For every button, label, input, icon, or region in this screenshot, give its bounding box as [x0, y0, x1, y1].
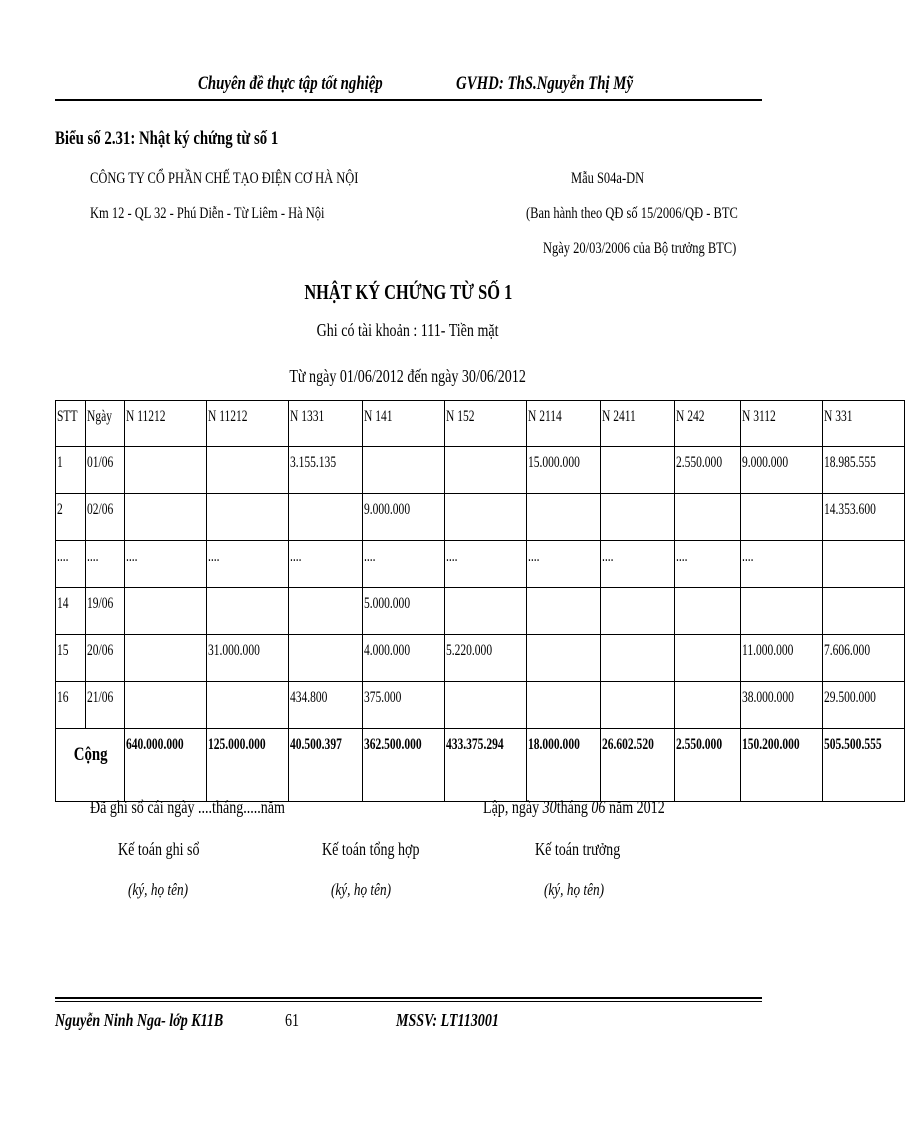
table-cell: .... — [206, 541, 288, 588]
table-cell: 2 — [56, 494, 86, 541]
table-cell — [674, 588, 740, 635]
table-header-row — [56, 401, 905, 447]
table-cell — [674, 682, 740, 729]
footer-rule — [55, 997, 762, 999]
table-cell — [206, 682, 288, 729]
header-cell: N 1331 — [288, 401, 362, 447]
table-cell: 15.000.000 — [526, 447, 600, 494]
table-cell — [444, 588, 526, 635]
page-number: 61 — [285, 1010, 300, 1030]
table-cell: 1 — [56, 447, 86, 494]
table-cell: 9.000.000 — [740, 447, 822, 494]
table-cell — [526, 588, 600, 635]
sign-note-chief-accountant: (ký, họ tên) — [544, 880, 605, 899]
table-cell: 15 — [56, 635, 86, 682]
total-cell: 26.602.520 — [600, 729, 674, 802]
header-cell: STT — [56, 401, 86, 447]
table-row — [56, 635, 905, 682]
table-cell: 11.000.000 — [740, 635, 822, 682]
header-cell: N 11212 — [206, 401, 288, 447]
form-decision: (Ban hành theo QĐ số 15/2006/QĐ - BTC — [526, 205, 738, 222]
table-cell: .... — [674, 541, 740, 588]
company-name: CÔNG TY CỔ PHẦN CHẾ TẠO ĐIỆN CƠ HÀ NỘI — [90, 170, 359, 187]
total-cell: 433.375.294 — [444, 729, 526, 802]
table-cell — [600, 682, 674, 729]
footer-rule-thin — [55, 1001, 762, 1002]
table-cell — [444, 447, 526, 494]
table-cell — [526, 494, 600, 541]
table-cell: 2.550.000 — [674, 447, 740, 494]
form-code: Mẫu S04a-DN — [571, 170, 645, 187]
table-cell: 21/06 — [86, 682, 124, 729]
table-cell: 5.000.000 — [362, 588, 444, 635]
header-cell: N 2411 — [600, 401, 674, 447]
table-cell — [444, 682, 526, 729]
table-cell — [124, 682, 206, 729]
form-title: Biểu số 2.31: Nhật ký chứng từ số 1 — [55, 128, 279, 149]
footer-student-id: MSSV: LT113001 — [396, 1010, 499, 1030]
header-cell: N 2114 — [526, 401, 600, 447]
total-cell: 640.000.000 — [124, 729, 206, 802]
total-cell: 362.500.000 — [362, 729, 444, 802]
table-cell — [822, 588, 904, 635]
table-cell: .... — [600, 541, 674, 588]
role-general-accountant: Kế toán tổng hợp — [322, 839, 420, 859]
total-cell: 40.500.397 — [288, 729, 362, 802]
table-cell — [600, 447, 674, 494]
table-cell: .... — [288, 541, 362, 588]
prepared-date: Lập, ngày 30tháng 06 năm 2012 — [483, 797, 665, 817]
table-cell: 375.000 — [362, 682, 444, 729]
table-cell: 3.155.135 — [288, 447, 362, 494]
table-cell — [124, 447, 206, 494]
table-cell: 20/06 — [86, 635, 124, 682]
header-rule — [55, 99, 762, 101]
header-right: GVHD: ThS.Nguyễn Thị Mỹ — [456, 73, 634, 94]
total-cell: 505.500.555 — [822, 729, 904, 802]
table-cell — [526, 682, 600, 729]
table-row — [56, 588, 905, 635]
table-cell: 9.000.000 — [362, 494, 444, 541]
table-row — [56, 447, 905, 494]
sign-note-bookkeeper: (ký, họ tên) — [128, 880, 189, 899]
total-cell: 18.000.000 — [526, 729, 600, 802]
table-total-row — [56, 729, 905, 802]
table-cell — [206, 494, 288, 541]
header-cell: N 141 — [362, 401, 444, 447]
table-cell — [600, 494, 674, 541]
footer-author: Nguyễn Ninh Nga- lớp K11B — [55, 1010, 224, 1030]
document-title: NHẬT KÝ CHỨNG TỪ SỐ 1 — [304, 280, 512, 304]
table-cell — [206, 447, 288, 494]
table-cell — [526, 635, 600, 682]
role-bookkeeper: Kế toán ghi sổ — [118, 839, 200, 859]
header-cell: N 331 — [822, 401, 904, 447]
journal-table — [55, 400, 905, 802]
report-period: Từ ngày 01/06/2012 đến ngày 30/06/2012 — [289, 366, 527, 386]
total-cell: 150.200.000 — [740, 729, 822, 802]
table-cell: 7.606.000 — [822, 635, 904, 682]
table-cell — [740, 494, 822, 541]
total-label: Cộng — [56, 729, 125, 802]
header-cell: N 152 — [444, 401, 526, 447]
table-cell — [362, 447, 444, 494]
table-cell — [600, 635, 674, 682]
table-cell: .... — [124, 541, 206, 588]
table-cell: 5.220.000 — [444, 635, 526, 682]
table-cell — [740, 588, 822, 635]
table-cell: 19/06 — [86, 588, 124, 635]
table-cell: 38.000.000 — [740, 682, 822, 729]
table-cell — [444, 494, 526, 541]
table-cell — [124, 588, 206, 635]
table-cell: 01/06 — [86, 447, 124, 494]
table-cell: 18.985.555 — [822, 447, 904, 494]
table-cell — [600, 588, 674, 635]
table-row — [56, 682, 905, 729]
credit-account: Ghi có tài khoản : 111- Tiền mặt — [317, 320, 499, 340]
header-cell: Ngày — [86, 401, 124, 447]
header-cell: N 3112 — [740, 401, 822, 447]
table-cell — [124, 494, 206, 541]
table-cell: 29.500.000 — [822, 682, 904, 729]
total-cell: 125.000.000 — [206, 729, 288, 802]
table-cell: 14.353.600 — [822, 494, 904, 541]
header-cell: N 242 — [674, 401, 740, 447]
table-cell: .... — [56, 541, 86, 588]
table-cell — [206, 588, 288, 635]
table-cell: 434.800 — [288, 682, 362, 729]
table-row — [56, 494, 905, 541]
table-cell — [288, 635, 362, 682]
table-cell: .... — [526, 541, 600, 588]
header-cell: N 11212 — [124, 401, 206, 447]
table-cell — [674, 494, 740, 541]
table-cell: 02/06 — [86, 494, 124, 541]
table-cell — [822, 541, 904, 588]
table-cell — [124, 635, 206, 682]
table-cell: .... — [86, 541, 124, 588]
table-cell: .... — [740, 541, 822, 588]
table-cell: .... — [362, 541, 444, 588]
company-address: Km 12 - QL 32 - Phú Diễn - Từ Liêm - Hà Nội — [90, 205, 325, 222]
table-cell: 31.000.000 — [206, 635, 288, 682]
form-decision-date: Ngày 20/03/2006 của Bộ trưởng BTC) — [543, 240, 737, 257]
table-cell: 16 — [56, 682, 86, 729]
table-cell — [288, 588, 362, 635]
table-cell — [288, 494, 362, 541]
table-cell — [674, 635, 740, 682]
role-chief-accountant: Kế toán trưởng — [535, 839, 621, 859]
total-cell: 2.550.000 — [674, 729, 740, 802]
header-left: Chuyên đề thực tập tốt nghiệp — [198, 73, 383, 94]
recorded-ledger-note: Đã ghi sổ cái ngày ....tháng.....năm — [90, 797, 285, 817]
table-cell: 14 — [56, 588, 86, 635]
table-row — [56, 541, 905, 588]
table-cell: 4.000.000 — [362, 635, 444, 682]
sign-note-general-accountant: (ký, họ tên) — [331, 880, 392, 899]
table-cell: .... — [444, 541, 526, 588]
